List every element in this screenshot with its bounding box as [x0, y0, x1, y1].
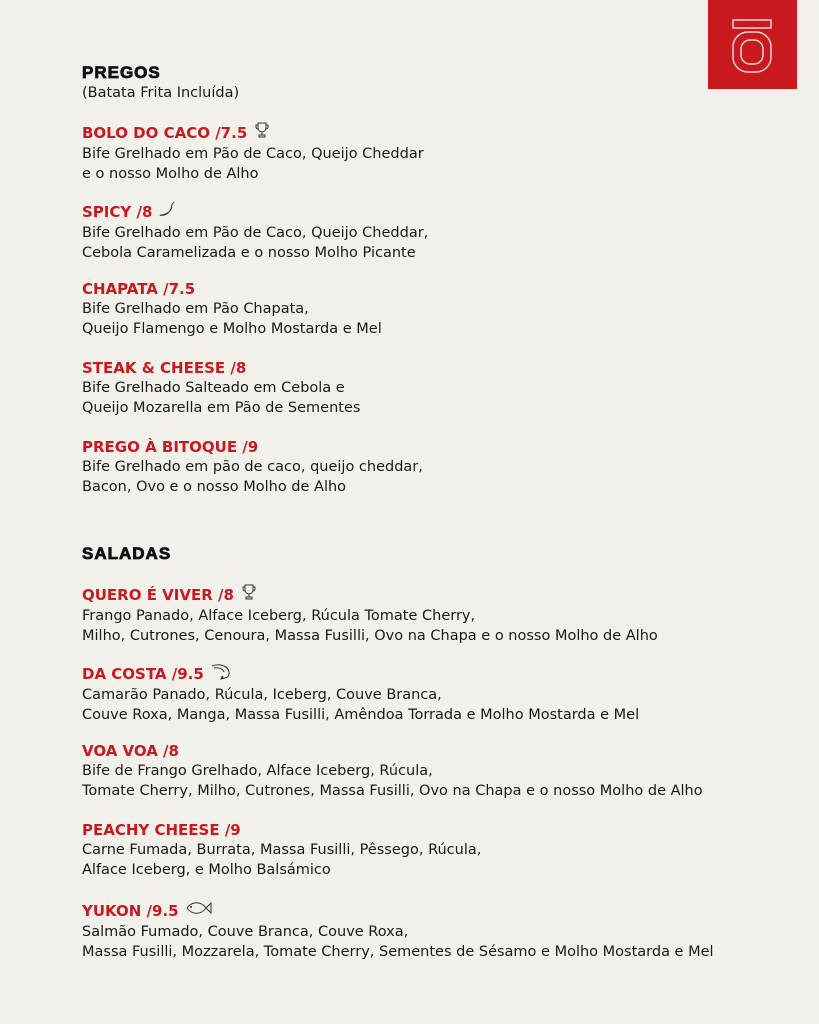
menu-item-name-price: PREGO À BITOQUE /9 [82, 438, 259, 456]
menu-item [82, 899, 714, 962]
menu-item-description: Cebola Caramelizada e o nosso Molho Picante [82, 245, 416, 261]
menu-item-description: Milho, Cutrones, Cenoura, Massa Fusilli, Ovo na Chapa e o nosso Molho de Alho [82, 628, 658, 644]
menu-item-name-price: BOLO DO CACO /7.5 [82, 123, 248, 142]
fish-icon [185, 899, 213, 922]
menu-item-description: Massa Fusilli, Mozzarela, Tomate Cherry, Sementes de Sésamo e Molho Mostarda e Mel [82, 944, 714, 960]
menu-item-title [82, 741, 703, 761]
menu-item-name-price: STEAK & CHEESE /8 [82, 359, 247, 377]
section-pregos [82, 63, 429, 495]
menu-item-description: Frango Panado, Alface Iceberg, Rúcula Tomate Cherry, [82, 608, 476, 624]
menu-item-description: Bife Grelhado em Pão de Caco, Queijo Cheddar, [82, 225, 429, 241]
menu-item-title [82, 583, 658, 606]
menu-item-description: Salmão Fumado, Couve Branca, Couve Roxa, [82, 924, 409, 940]
chili-pepper-icon [158, 200, 176, 223]
section-subtitle: (Batata Frita Incluída) [82, 85, 240, 101]
menu-item [82, 820, 481, 880]
trophy-icon [240, 583, 258, 606]
menu-item-title [82, 899, 714, 922]
menu-item-title [82, 358, 360, 378]
menu-item-title [82, 820, 481, 840]
menu-item-description: Camarão Panado, Rúcula, Iceberg, Couve Branca, [82, 687, 442, 703]
menu-item-title [82, 121, 424, 144]
menu-item [82, 583, 658, 646]
menu-item-description: Queijo Mozarella em Pão de Sementes [82, 400, 361, 416]
menu-item-name-price: PEACHY CHEESE /9 [82, 821, 241, 839]
menu-item-description: Bife Grelhado em pão de caco, queijo cheddar, [82, 459, 423, 475]
menu-item [82, 279, 382, 339]
menu-item-description: Carne Fumada, Burrata, Massa Fusilli, Pêssego, Rúcula, [82, 842, 482, 858]
brand-logo [708, 0, 797, 89]
menu-item-title [82, 200, 428, 223]
menu-item [82, 437, 423, 497]
menu-item [82, 200, 428, 263]
menu-item-name-price: DA COSTA /9.5 [82, 664, 204, 683]
shrimp-icon [210, 662, 232, 685]
menu-item-description: Queijo Flamengo e Molho Mostarda e Mel [82, 321, 382, 337]
menu-item-description: Bacon, Ovo e o nosso Molho de Alho [82, 479, 347, 495]
section-title: PREGOS [82, 63, 161, 82]
menu-item-description: Bife Grelhado em Pão Chapata, [82, 301, 309, 317]
menu-item-name-price: CHAPATA /7.5 [82, 280, 196, 298]
logo-icon [708, 0, 797, 89]
trophy-icon [253, 121, 271, 144]
menu-item-description: Alface Iceberg, e Molho Balsámico [82, 862, 331, 878]
menu-item-title [82, 437, 423, 457]
menu-item-title [82, 279, 382, 299]
menu-item-description: Bife Grelhado em Pão de Caco, Queijo Cheddar [82, 146, 424, 162]
menu-item-title [82, 662, 639, 685]
menu-item [82, 662, 639, 725]
menu-item-description: e o nosso Molho de Alho [82, 166, 259, 182]
menu-item-description: Couve Roxa, Manga, Massa Fusilli, Amêndoa Torrada e Molho Mostarda e Mel [82, 707, 640, 723]
menu-item [82, 121, 424, 184]
menu-item-name-price: YUKON /9.5 [82, 901, 179, 920]
menu-item [82, 741, 703, 801]
menu-item-name-price: SPICY /8 [82, 202, 153, 221]
menu-item-description: Tomate Cherry, Milho, Cutrones, Massa Fusilli, Ovo na Chapa e o nosso Molho de Alho [82, 783, 703, 799]
menu-item-description: Bife de Frango Grelhado, Alface Iceberg, Rúcula, [82, 763, 433, 779]
menu-item-name-price: QUERO É VIVER /8 [82, 585, 234, 604]
menu-item-name-price: VOA VOA /8 [82, 742, 179, 760]
menu-item [82, 358, 360, 418]
section-saladas [82, 544, 714, 960]
menu-item-description: Bife Grelhado Salteado em Cebola e [82, 380, 345, 396]
section-title: SALADAS [82, 544, 172, 563]
